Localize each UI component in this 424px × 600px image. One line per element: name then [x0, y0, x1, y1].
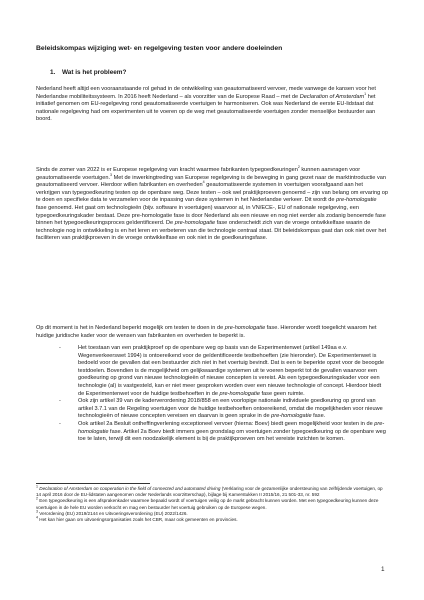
paragraph: Op dit moment is het in Nederland beperkt mogelijk om testen te doen in de pre-homologatie fase. Hieronder wordt toegelicht waarom het huidige juridische kader voor de wensen van fabrikanten en overheden te beperkt is. [36, 325, 377, 339]
dash-bullet: - [59, 420, 61, 427]
footnote: $^4$ Het kan hier gaan om uitvoeringsorganisaties zoals het CBR, maar ook gemeenten en provincies. [36, 515, 238, 523]
footnote: $^1$ Declaration of Amsterdam on cooperation in the field of connected and automated driving (Verklaring voor de gezamenlijke ondersteuning van zelfrijdende voertuigen, op 14 april 2016 door de EU-lidstaten aangenomen onder Nederlands voorzitterschap), bijlage bij Kamerstukken II 2015/16, 21 501-33, nr. 592 [36, 484, 383, 498]
list-item-text: Ook artikel 2a Besluit ontheffingverlening exceptioneel vervoer (hierna: Boev) biedt geen mogelijkheid voor testen in de pre-homologatie fase. Artikel 2a Boev biedt immers geen grondslag om voertuigen zonder typegoedkeuring op de openbare weg toe te laten, terwijl dit een noodzakelijk element is bij de praktijkproeven om het vereiste inzichten te komen. [78, 420, 386, 443]
footnote-separator [36, 483, 150, 484]
bullet-list [36, 345, 388, 444]
list-item [36, 421, 388, 444]
dash-bullet: - [59, 345, 61, 351]
page-number: 1 [381, 566, 385, 573]
footnote: $^2$ Een typegoedkeuring is een afsprakenkader waarmee bepaald wordt of voertuigen veilig op de markt gebracht kunnen worden. Met een typegoedkeuring kunnen deze voertuigen in de hele EU worden verkocht en mag een bestuurder het voertuig gebruiken op de Europese wegen. [36, 496, 379, 510]
paragraph: Nederland heeft altijd een vooraanstaande rol gehad in de ontwikkeling van geautomatiseerd vervoer, mede vanwege de kansen voor het Nederlandse mobiliteitssysteem. In 2016 heeft Nederland – als voorzitter van de Europese Raad – met de Declaration of Amsterdam$^1$ het initiatief genomen om EU-regelgeving rond geautomatiseerde voertuigen te harmoniseren. Ook was Nederland de eerste EU-lidstaat dat nationale regelgeving had om experimenten uit te voeren op de weg met geautomatiseerde voertuigen zonder menselijke bestuurder aan boord. [36, 86, 376, 123]
document-title: Beleidskompas wijziging wet- en regelgeving testen voor andere doeleinden [36, 45, 283, 52]
section-heading [50, 68, 370, 77]
paragraph: Sinds de zomer van 2022 is er Europese regelgeving van kracht waarmee fabrikanten typegoedkeuringen$^2$ kunnen aanvragen voor geautomatiseerde voertuigen.$^3$ Met de inwerkingtreding van Europese regelgeving is de beweging in gang gezet naar de marktintroductie van geautomatiseerd vervoer. Hierdoor willen fabrikanten en overheden$^4$ geautomatiseerde systemen in voertuigen voorafgaand aan het verkrijgen van typegoedkeuring testen op de openbare weg. Deze testen – ook wel praktijkproeven genoemd – zijn van belang om ervaring op te doen en specifieke data te verzamelen voor de inpassing van deze systemen in het Nederlandse verkeer. Dit wordt de pre-homologatie fase genoemd. Het gaat om technologieën (bijv. software in voertuigen) waarvoor al, in VN/ECE-, EU of nationale regelgeving, een typegoedkeuringskader bestaat. Deze pre-homologatie fase is door Nederland als een nieuwe en nog niet eerder als zodanig benoemde fase binnen het typegoedkeuringsproces geïdentificeerd. De pre-homologatie fase onderscheidt zich van de vroege ontwikkelfase waarin de technologie nog in ontwikkeling is en het leren en verbeteren van die technologie centraal staat. Dit beleidskompas gaat dan ook niet over het faciliteren van praktijkproeven in de vroege ontwikkelfase en ook niet in de goedkeuringsfase. [36, 165, 389, 242]
dash-bullet: - [59, 398, 61, 405]
footnote: $^3$ Verordening (EU) 2019/2144 en Uitvoeringsverordening (EU) 2022/1426. [36, 509, 188, 516]
list-item-text: Ook zijn artikel 39 van de kaderverordening 2018/858 en een voorlopige nationale individuele goedkeuring op grond van artikel 3.7.1 van de Regeling voertuigen voor de huidige testbehoeften ontoereikend, omdat die mogelijkheden voor nieuwe technologieën of nieuwe concepten vereisen en daarvan is geen sprake in de pre-homologatie fase. [78, 398, 383, 420]
section-title: Wat is het probleem? [62, 69, 127, 76]
list-item [36, 398, 388, 421]
list-item-text: Het toestaan van een praktijkproef op de openbare weg op basis van de Experimentenwet (artikel 149aa e.v. Wegenverkeerswet 1994) is ontoereikend voor de geïdentificeerde testbehoeften (zie hieronder). De Experimentenwet is bedoeld voor de gevallen dat een bestuurder zich niet in het voertuig bevindt. Dat is een te beperkte opzet voor de beoogde testdoelen. Bovendien is de mogelijkheid om gelijkwaardige systemen uit te voeren beperkt tot de gevallen waarvoor een goedkeuring op grond van nieuwe technologieën of nieuwe concepten is vereist. Als een typegoedkeuringskader voor een technologie (al) is vastgesteld, kan er niet meer gesproken worden over een nieuwe technologie of concept. Hierdoor biedt de Experimentenwet voor de huidige testbehoeften in de pre-homologatie fase geen ruimte. [78, 345, 385, 397]
footnotes [36, 486, 388, 523]
section-number: 1. [50, 69, 56, 76]
list-item [36, 345, 388, 398]
